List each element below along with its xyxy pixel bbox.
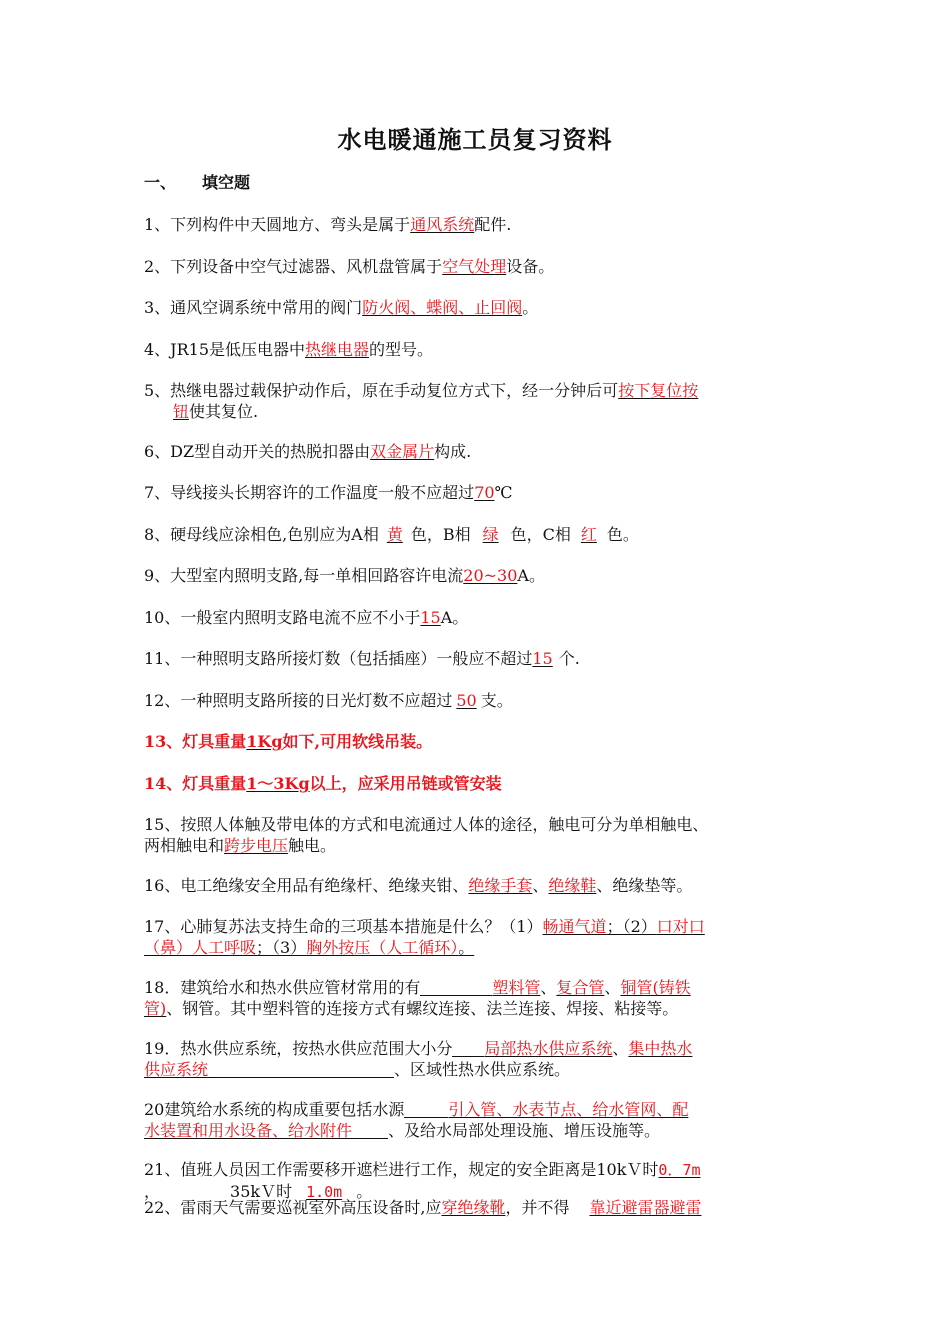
question-6: 6、DZ型自动开关的热脱扣器由双金属片构成.: [144, 442, 472, 461]
question-5: 5、热继电器过载保护动作后，原在手动复位方式下，经一分钟后可按下复位按 钮使其复位.: [144, 381, 699, 421]
answer-1: 局部热水供应系统: [484, 1039, 613, 1058]
question-10: 10、一般室内照明支路电流不应不小于15A。: [144, 608, 469, 627]
question-4: 4、JR15是低压电器中热继电器的型号。: [144, 340, 434, 359]
section-heading: [144, 170, 250, 193]
question-13: 13、灯具重量1Kg如下,可用软线吊装。: [144, 732, 433, 751]
question-16: 16、电工绝缘安全用品有绝缘杆、绝缘夹钳、绝缘手套、绝缘鞋、绝缘垫等。: [144, 876, 693, 895]
blank-line: [404, 1101, 448, 1118]
answer: 15: [420, 608, 441, 627]
answer-2: 集中热水: [628, 1039, 693, 1058]
question-11: 11、一种照明支路所接灯数（包括插座）一般应不超过15 个.: [144, 649, 580, 668]
question-19: 19．热水供应系统，按热水供应范围大小分 局部热水供应系统、集中热水 供应系统 、区域性热水供应系统。: [144, 1039, 693, 1079]
blank-line: [352, 1122, 388, 1139]
answer-1: 畅通气道: [542, 917, 607, 936]
section-number: 一、: [144, 173, 177, 192]
answer: 空气处理: [442, 257, 507, 276]
answer-b: 绿: [482, 525, 499, 544]
answer-2-continued: 供应系统: [144, 1060, 209, 1079]
answer-1: 塑料管: [492, 978, 541, 997]
question-9: 9、大型室内照明支路,每一单相回路容许电流20~30A。: [144, 566, 545, 585]
question-18: 18．建筑给水和热水供应管材常用的有 塑料管、复合管、铜管(铸铁 管)、钢管。其中塑料管的连接方式有螺纹连接、法兰连接、焊接、粘接等。: [144, 978, 691, 1018]
answer: 1Kg: [246, 732, 283, 751]
answer-c: 红: [580, 525, 597, 544]
answer-1: 0．7m: [658, 1161, 701, 1179]
answer: 70: [474, 483, 495, 502]
answer-3: 铜管(铸铁: [620, 978, 691, 997]
answer: 跨步电压: [224, 836, 289, 855]
question-7: 7、导线接头长期容许的工作温度一般不应超过70℃: [144, 483, 513, 502]
answer: 防火阀、蝶阀、止回阀: [362, 298, 523, 317]
question-14: 14、灯具重量1～3Kg以上，应采用吊链或管安装: [144, 774, 502, 793]
question-8: 8、硬母线应涂相色,色别应为A相 黄 色，B相 绿 色，C相 红 色。: [144, 525, 639, 544]
question-15: 15、按照人体触及带电体的方式和电流通过人体的途径，触电可分为单相触电、 两相触电和跨步电压触电。: [144, 815, 709, 855]
question-17: 17、心肺复苏法支持生命的三项基本措施是什么？（1）畅通气道；（2）口对口 （鼻）人工呼吸；（3）胸外按压（人工循环）。: [144, 917, 705, 957]
answer-2: 绝缘鞋: [548, 876, 597, 895]
question-12: 12、一种照明支路所接的日光灯数不应超过 50 支。: [144, 691, 513, 710]
answer-1: 绝缘手套: [468, 876, 533, 895]
blank-line: [208, 1061, 394, 1078]
answer-2-continued: （鼻）人工呼吸: [144, 938, 257, 957]
answer-2: 复合管: [556, 978, 605, 997]
answer-2: 口对口: [656, 917, 705, 936]
answer: 通风系统: [410, 215, 475, 234]
blank-line: [452, 1040, 484, 1057]
question-20: 20建筑给水系统的构成重要包括水源 引入管、水表节点、给水管网、配 水装置和用水设备、给水附件 、及给水局部处理设施、增压设施等。: [144, 1100, 689, 1140]
answer: 20~30: [463, 566, 518, 585]
answer: 按下复位按: [618, 381, 699, 400]
answer-2: 靠近避雷器避雷: [589, 1198, 702, 1217]
question-3: 3、通风空调系统中常用的阀门防火阀、蝶阀、止回阀。: [144, 298, 539, 317]
answer: 1～3Kg: [246, 774, 310, 793]
question-21: 21、值班人员因工作需要移开遮栏进行工作，规定的安全距离是10kＶ时0．7m ， 35kＶ时 1.0m 。: [144, 1160, 701, 1201]
answer-continued: 钮: [173, 402, 190, 421]
answer-continued: 水装置和用水设备、给水附件: [144, 1121, 353, 1140]
question-2: 2、下列设备中空气过滤器、风机盘管属于空气处理设备。: [144, 257, 555, 276]
section-title: 填空题: [202, 173, 251, 192]
document-title: 水电暖通施工员复习资料: [337, 125, 613, 154]
answer: 15: [532, 649, 553, 668]
answer: 引入管、水表节点、给水管网、配: [448, 1100, 689, 1119]
answer: 热继电器: [305, 340, 370, 359]
answer-3: 胸外按压（人工循环）: [306, 938, 459, 957]
answer: 双金属片: [370, 442, 435, 461]
answer-2: 1.0m: [306, 1183, 343, 1201]
question-1: 1、下列构件中天圆地方、弯头是属于通风系统配件.: [144, 215, 512, 234]
question-22: 22、雷雨天气需要巡视室外高压设备时,应穿绝缘靴，并不得 靠近避雷器避雷: [144, 1198, 702, 1217]
blank-line: [420, 979, 492, 996]
answer: 50: [456, 691, 477, 710]
answer-3-continued: 管): [144, 999, 167, 1018]
answer-a: 黄: [386, 525, 403, 544]
answer-1: 穿绝缘靴: [441, 1198, 506, 1217]
